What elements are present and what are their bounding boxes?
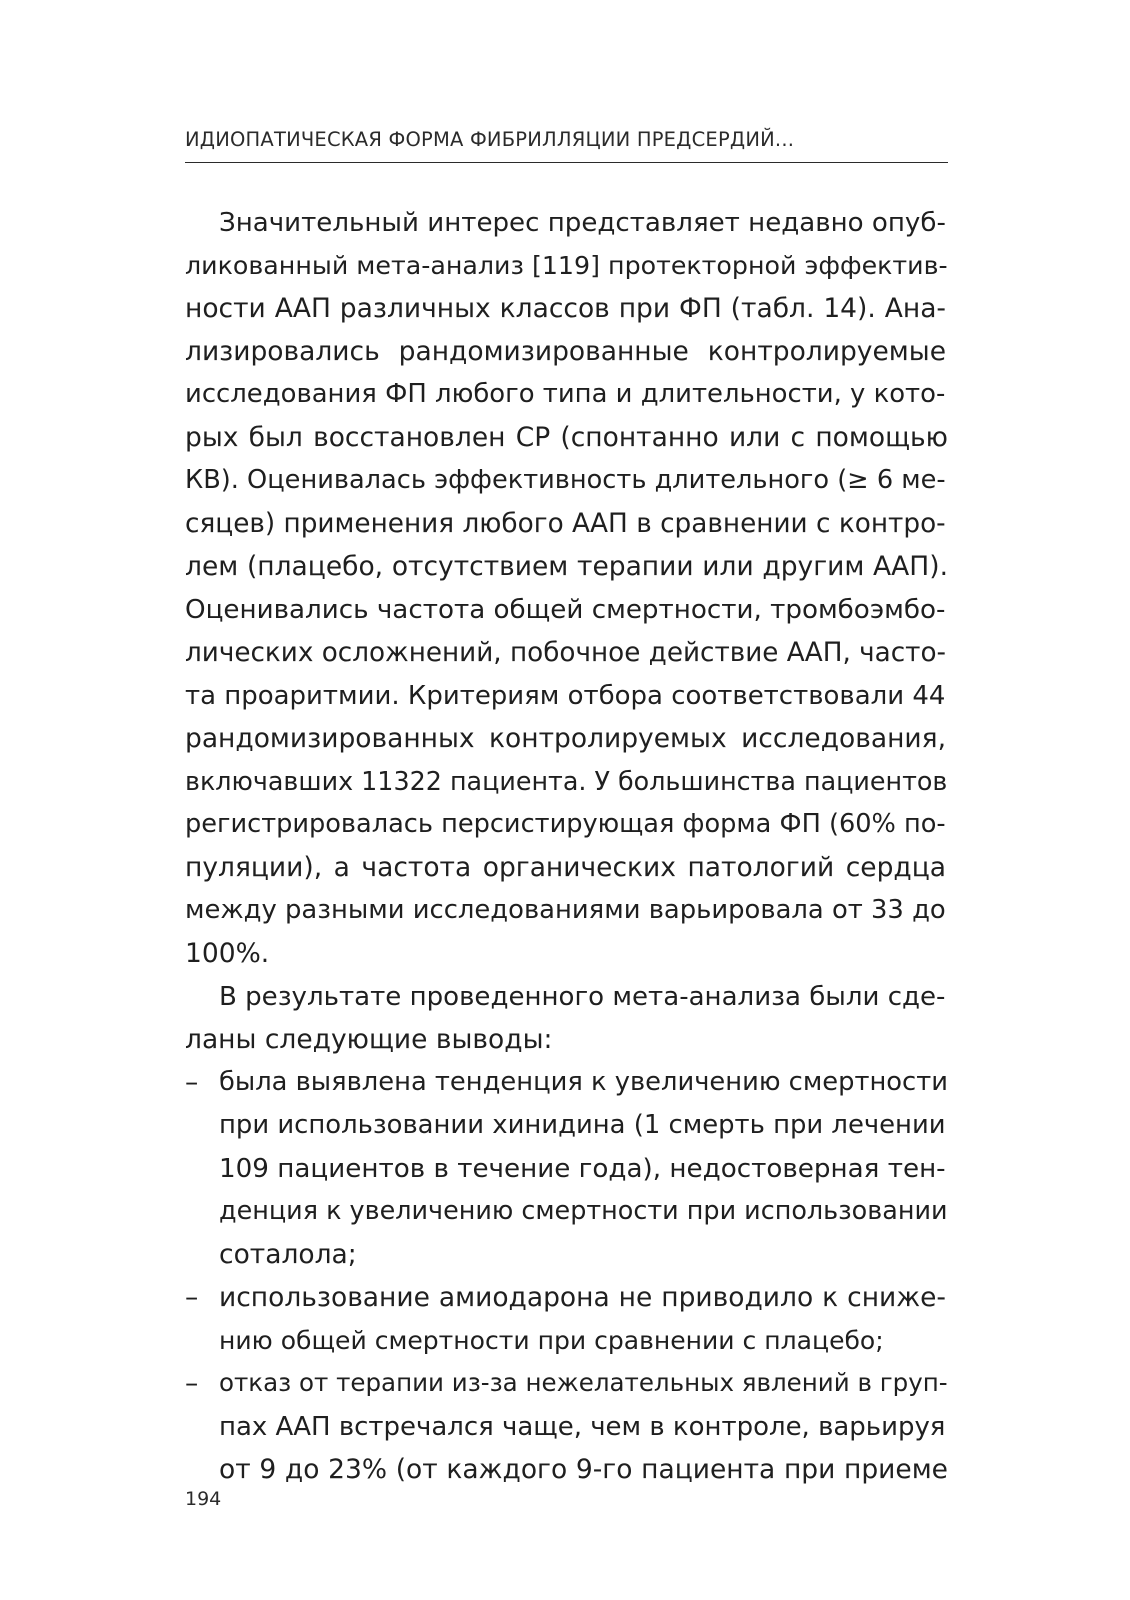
list-item-line: была выявлена тенденция к увеличению смертности [219,1067,948,1097]
body-line: ности ААП различных классов при ФП (табл. 14). Ана- [185,293,946,324]
page-number: 194 [185,1488,222,1510]
body-line: та проаритмии. Критериям отбора соответствовали 44 [185,681,946,711]
body-line: сяцев) применения любого ААП в сравнении с контро- [185,509,946,539]
list-dash: – [185,1368,199,1399]
body-line: Значительный интерес представляет недавно опуб- [219,208,946,238]
list-dash: – [185,1282,199,1313]
list-item-line: при использовании хинидина (1 смерть при лечении [219,1110,946,1140]
body-line: ликованный мета-анализ [119] протекторной эффектив- [185,251,948,280]
body-line: рых был восстановлен СР (спонтанно или с помощью [185,422,948,453]
list-item-line: нию общей смертности при сравнении с плацебо; [219,1326,884,1355]
list-item-line: пах ААП встречался чаще, чем в контроле, варьируя [219,1412,946,1442]
list-item-line: от 9 до 23% (от каждого 9-го пациента при приеме [219,1454,948,1485]
list-item-line: соталола; [219,1239,357,1270]
body-line: ланы следующие выводы: [185,1024,553,1055]
header-rule [185,162,948,163]
body-line: рандомизированных контролируемых исследования, [185,723,946,754]
body-line: пуляции), а частота органических патологий сердца [185,852,946,883]
list-item-line: денция к увеличению смертности при использовании [219,1196,948,1226]
body-line: Оценивались частота общей смертности, тромбоэмбо- [185,595,946,625]
list-item-line: отказ от терапии из-за нежелательных явлений в груп- [219,1368,948,1397]
body-line: лизировались рандомизированные контролируемые [185,336,946,367]
running-head: ИДИОПАТИЧЕСКАЯ ФОРМА ФИБРИЛЛЯЦИИ ПРЕДСЕРДИЙ... [185,128,795,151]
body-line: регистрировалась персистирующая форма ФП (60% по- [185,809,946,839]
body-line: лических осложнений, побочное действие ААП, часто- [185,638,946,668]
body-line: КВ). Оценивалась эффективность длительного (≥ 6 ме- [185,465,946,495]
list-item-line: 109 пациентов в течение года), недостоверная тен- [219,1154,946,1184]
body-line: В результате проведенного мета-анализа были сде- [219,982,946,1012]
body-line: лем (плацебо, отсутствием терапии или другим ААП). [185,551,948,582]
list-item-line: использование амиодарона не приводило к сниже- [219,1282,946,1313]
body-line: между разными исследованиями варьировала от 33 до [185,895,946,925]
body-line: 100%. [185,938,270,969]
body-line: исследования ФП любого типа и длительности, у кото- [185,379,946,409]
list-dash: – [185,1067,199,1098]
body-line: включавших 11322 пациента. У большинства пациентов [185,766,948,796]
